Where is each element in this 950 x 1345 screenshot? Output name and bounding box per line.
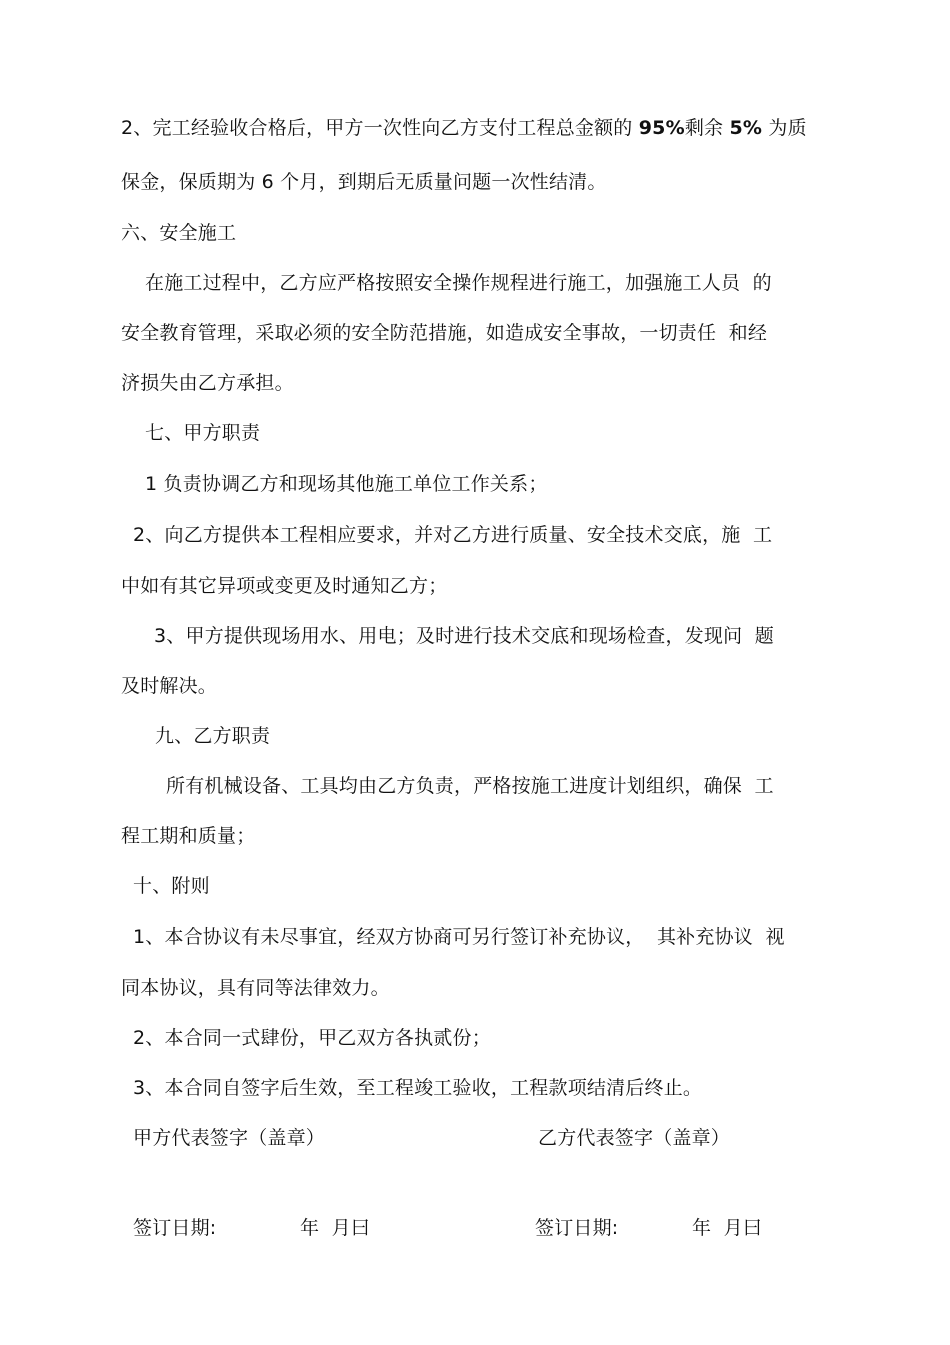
- payment-item-2-line-1: [121, 115, 807, 141]
- section-7-item-3-line-2: 及时解决。: [121, 675, 218, 697]
- party-a-date-label: 签订日期:: [133, 1217, 217, 1239]
- payment-text: 为质: [762, 117, 807, 139]
- party-b-signature-label: 乙方代表签字（盖章）: [538, 1127, 731, 1149]
- payment-item-2-line-2: 保金，保质期为 6 个月，到期后无质量问题一次性结清。: [121, 171, 607, 193]
- payment-percent-main: 95%: [638, 117, 685, 139]
- payment-text: 2、完工经验收合格后，甲方一次性向乙方支付工程总金额的: [121, 117, 639, 139]
- party-a-date-fields: 年 月曰: [300, 1217, 371, 1239]
- payment-text: 剩余: [684, 117, 730, 139]
- section-7-item-3-line-1: 3、甲方提供现场用水、用电；及时进行技术交底和现场检查，发现问 题: [154, 625, 774, 647]
- section-7-item-2-line-2: 中如有其它异项或变更及时通知乙方；: [121, 575, 448, 597]
- section-9-paragraph-line-2: 程工期和质量；: [121, 825, 256, 847]
- section-10-item-2: 2、本合同一式肆份，甲乙双方各执贰份；: [133, 1027, 491, 1049]
- section-9-heading: 九、乙方职责: [155, 725, 271, 747]
- section-10-item-1-line-2: 同本协议，具有同等法律效力。: [121, 977, 390, 999]
- section-7-heading: 七、甲方职责: [145, 422, 261, 444]
- party-b-date-fields: 年 月曰: [692, 1217, 763, 1239]
- section-6-heading: 六、安全施工: [121, 222, 237, 244]
- party-b-date-label: 签订日期:: [535, 1217, 619, 1239]
- section-6-paragraph-line-2: 安全教育管理，采取必须的安全防范措施，如造成安全事故，一切责任 和经: [121, 322, 768, 344]
- section-7-item-1: 1 负责协调乙方和现场其他施工单位工作关系；: [145, 473, 548, 495]
- section-6-paragraph-line-3: 济损失由乙方承担。: [121, 372, 294, 394]
- section-10-heading: 十、附则: [133, 875, 210, 897]
- section-7-item-2-line-1: 2、向乙方提供本工程相应要求，并对乙方进行质量、安全技术交底，施 工: [133, 524, 773, 546]
- section-10-item-3: 3、本合同自签字后生效，至工程竣工验收，工程款项结清后终止。: [133, 1077, 703, 1099]
- section-10-item-1-line-1: 1、本合协议有未尽事宜，经双方协商可另行签订补充协议， 其补充协议 视: [133, 926, 785, 948]
- payment-percent-retention: 5%: [729, 117, 763, 139]
- section-6-paragraph-line-1: 在施工过程中，乙方应严格按照安全操作规程进行施工，加强施工人员 的: [145, 272, 772, 294]
- party-a-signature-label: 甲方代表签字（盖章）: [133, 1127, 326, 1149]
- section-9-paragraph-line-1: 所有机械设备、工具均由乙方负责，严格按施工进度计划组织，确保 工: [166, 775, 774, 797]
